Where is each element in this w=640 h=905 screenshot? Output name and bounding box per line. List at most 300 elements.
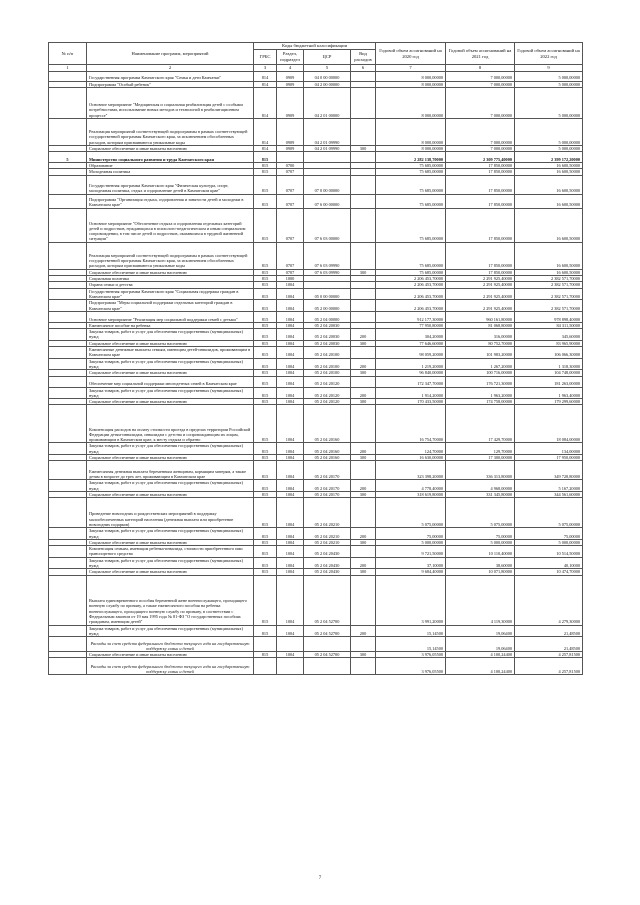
row-grbs: 815 [254,175,277,194]
row-amount-2021: 7 000,00000 [446,118,515,145]
header-number: 7 [376,65,446,72]
row-amount-2020: 8 000,00000 [376,87,446,118]
row-number [49,208,87,242]
row-amount-2022: 104 748,00000 [515,370,583,376]
row-amount-2022: 83 965,90000 [515,340,583,346]
row-section: 1004 [277,358,304,370]
row-amount-2022: 134,00000 [515,443,583,455]
row-grbs: 815 [254,208,277,242]
row-section: 0707 [277,269,304,275]
row-number [49,358,87,370]
row-grbs: 815 [254,399,277,405]
row-csr: 05 2 04 20430 [304,546,351,558]
row-amount-2020: 172 347,70000 [376,376,446,387]
row-csr: 05 2 00 00000 [304,300,351,312]
row-vr [351,175,376,194]
row-amount-2021: 336 313,80000 [446,461,515,480]
row-vr [351,152,376,163]
table-header [49,43,583,72]
row-section: 1004 [277,282,304,288]
row-csr [304,152,351,163]
row-name: Государственная программа Камчатского края "Физическая культура, спорт, молодежная политика, отдых и оздоровление детей в Камчатском крае" [87,175,254,194]
row-number [49,637,87,652]
row-vr [351,242,376,269]
table-row [49,455,583,461]
row-amount-2021: 17 850,00000 [446,175,515,194]
row-grbs: 815 [254,575,277,625]
row-number [49,405,87,443]
table-row [49,152,583,163]
row-name: Ежемесячное пособие на ребенка [87,322,254,328]
row-amount-2022: 106 066,30000 [515,347,583,359]
row-amount-2022: 17 950,00000 [515,455,583,461]
budget-table [48,42,583,675]
row-amount-2020: 5 000,00000 [376,539,446,545]
row-grbs: 815 [254,322,277,328]
row-section: 1004 [277,311,304,322]
row-grbs: 815 [254,443,277,455]
header-2020: Годовой объем ассигнований на 2020 год [376,43,446,65]
row-csr: 07 0 00 00000 [304,175,351,194]
row-section: 1004 [277,546,304,558]
row-vr [351,194,376,208]
row-amount-2022: 181 263,00000 [515,376,583,387]
row-csr: 07 6 00 00000 [304,194,351,208]
row-name: Подпрограмма "Меры социальной поддержки отдельных категорий граждан в Камчатском крае" [87,300,254,312]
row-csr: 07 6 03 09990 [304,242,351,269]
row-vr: 300 [351,569,376,575]
row-amount-2020: 3 991,20000 [376,575,446,625]
row-section: 1004 [277,569,304,575]
row-number [49,498,87,528]
row-name: Ежемесячная денежная выплата беременным женщинам, кормящим матерям, а также детям в возрасте до трех лет, проживающим в Камчатском крае [87,461,254,480]
header-grbs: ГРБС [254,50,277,65]
row-amount-2022: 5 000,00000 [515,81,583,87]
header-csr: ЦСР [304,50,351,65]
row-csr: 05 2 04 52700 [304,625,351,637]
row-grbs: 815 [254,242,277,269]
row-name: Социальное обеспечение и иные выплаты населению [87,455,254,461]
row-amount-2020: 2 282 138,70000 [376,152,446,163]
row-amount-2022: 21,48500 [515,637,583,652]
row-amount-2020: 124,70000 [376,443,446,455]
row-section: 1004 [277,405,304,443]
row-name: Государственная программа Камчатского края "Семья и дети Камчатки" [87,71,254,81]
row-csr: 07 6 03 00000 [304,208,351,242]
row-name: Закупка товаров, работ и услуг для обеспечения государственных (муниципальных) нужд [87,480,254,492]
row-csr: 05 2 04 20210 [304,528,351,540]
row-name: Государственная программа Камчатского края "Социальная поддержка граждан в Камчатском крае" [87,288,254,300]
row-csr [304,637,351,652]
row-amount-2022: 75,00000 [515,528,583,540]
header-2022: Годовой объем ассигнований на 2022 год [515,43,583,65]
row-amount-2021: 2 309 775,40000 [446,152,515,163]
row-vr [351,637,376,652]
table-row [49,376,583,387]
row-csr: 05 2 04 20170 [304,480,351,492]
row-csr: 05 2 04 20100 [304,347,351,359]
row-amount-2020: 15,14500 [376,625,446,637]
row-name: Социальное обеспечение и иные выплаты населению [87,399,254,405]
row-name: Компенсация семьям, имеющим ребенка-инвалида, стоимости приобретенного ими транспортного средства [87,546,254,558]
row-section [277,637,304,652]
row-number [49,387,87,399]
row-grbs: 815 [254,194,277,208]
row-section: 1004 [277,455,304,461]
row-name: Закупка товаров, работ и услуг для обеспечения государственных (муниципальных) нужд [87,625,254,637]
table-body [49,71,583,675]
row-grbs: 815 [254,152,277,163]
header-vr: Вид расходов [351,50,376,65]
row-amount-2022: 5 000,00000 [515,539,583,545]
row-amount-2021: 960 161,80000 [446,311,515,322]
row-amount-2020: 2 206 453,70000 [376,282,446,288]
row-name: Закупка товаров, работ и услуг для обеспечения государственных (муниципальных) нужд [87,329,254,341]
row-amount-2020: 9 684,40000 [376,569,446,575]
row-amount-2021: 2 291 925,40000 [446,300,515,312]
row-number [49,461,87,480]
row-name: Социальное обеспечение и иные выплаты населению [87,491,254,497]
row-amount-2022: 4 257,81500 [515,658,583,675]
row-amount-2022: 344 561,60000 [515,491,583,497]
row-amount-2021: 7 000,00000 [446,145,515,151]
row-section [277,152,304,163]
row-section: 0909 [277,71,304,81]
row-vr: 300 [351,340,376,346]
row-amount-2020: 2 206 453,70000 [376,300,446,312]
row-name: Основное мероприятие "Реализация мер социальной поддержки семей с детьми" [87,311,254,322]
row-grbs: 815 [254,276,277,282]
row-amount-2021: 331 345,80000 [446,491,515,497]
row-amount-2020: 8 000,00000 [376,145,446,151]
row-name: Социальное обеспечение и иные выплаты населению [87,539,254,545]
row-amount-2020: 8 000,00000 [376,81,446,87]
table-row [49,87,583,118]
row-amount-2020: 96 840,00000 [376,370,446,376]
row-amount-2020: 75 685,00000 [376,169,446,175]
row-csr: 05 2 04 20170 [304,461,351,480]
row-vr [351,288,376,300]
row-name: Основное мероприятие "Обеспечение отдыха и оздоровления отдельных категорий детей и подростков, нуждающихся в психолого-педагогическом и иным специальном сопровождении, в том числе детей и подростков, оказавшихся в трудной жизненной ситуации" [87,208,254,242]
row-amount-2022: 16 600,50000 [515,242,583,269]
row-amount-2021: 19,06400 [446,625,515,637]
row-section: 1004 [277,539,304,545]
row-vr: 300 [351,370,376,376]
row-amount-2021: 17 850,00000 [446,163,515,169]
row-csr: 04 2 01 00000 [304,87,351,118]
row-amount-2020: 16 754,70000 [376,405,446,443]
row-amount-2022: 40,10000 [515,557,583,569]
row-name: Образование [87,163,254,169]
row-csr: 05 2 04 20030 [304,329,351,341]
row-amount-2020: 304,20000 [376,329,446,341]
row-amount-2021: 38,60000 [446,557,515,569]
budget-table-page [48,42,582,675]
row-csr: 05 2 04 20170 [304,491,351,497]
row-amount-2022: 4 257,81500 [515,652,583,658]
row-grbs: 815 [254,370,277,376]
row-name: Закупка товаров, работ и услуг для обеспечения государственных (муниципальных) нужд [87,557,254,569]
row-section: 1004 [277,557,304,569]
header-budget-codes: Коды бюджетной классификации [254,43,376,50]
table-row [49,528,583,540]
table-row [49,269,583,275]
row-amount-2022: 5 000,00000 [515,87,583,118]
row-amount-2022: 84 311,50000 [515,322,583,328]
row-name: Обеспечение мер социальной поддержки многодетных семей в Камчатском крае [87,376,254,387]
row-amount-2021: 17 850,00000 [446,208,515,242]
row-name: Основное мероприятие "Медицинская и социальная реабилитация детей с особыми потребностями, использование новых методов и технологий в реабилитационном процессе" [87,87,254,118]
header-number: 1 [49,65,87,72]
row-vr: 300 [351,539,376,545]
row-amount-2020: 323 398,20000 [376,461,446,480]
row-csr: 05 2 04 20120 [304,376,351,387]
row-section: 1004 [277,575,304,625]
row-amount-2021: 316,00000 [446,329,515,341]
row-grbs: 815 [254,288,277,300]
row-amount-2021: 1 267,20000 [446,358,515,370]
table-row [49,569,583,575]
table-row [49,311,583,322]
row-amount-2021: 101 983,20000 [446,347,515,359]
row-section: 0909 [277,118,304,145]
row-amount-2022: 21,48500 [515,625,583,637]
row-grbs: 815 [254,491,277,497]
row-amount-2021: 2 291 925,40000 [446,276,515,282]
row-amount-2021: 17 850,00000 [446,242,515,269]
row-grbs: 815 [254,557,277,569]
row-csr: 05 2 04 20160 [304,455,351,461]
row-vr [351,87,376,118]
row-grbs: 815 [254,625,277,637]
row-amount-2020: 2 206 453,70000 [376,288,446,300]
row-name: Социальное обеспечение и иные выплаты населению [87,145,254,151]
row-amount-2020: 318 619,80000 [376,491,446,497]
row-amount-2020: 75 685,00000 [376,194,446,208]
row-section: 1004 [277,498,304,528]
row-amount-2022: 5 075,00000 [515,498,583,528]
header-2021: Годовой объем ассигнований на 2021 год [446,43,515,65]
row-number: 5 [49,152,87,163]
row-section: 1004 [277,625,304,637]
header-number: 3 [254,65,277,72]
row-amount-2022: 978 898,40000 [515,311,583,322]
row-name: Министерство социального развития и труда Камчатского края [87,152,254,163]
table-row [49,443,583,455]
row-vr: 300 [351,652,376,658]
header-numbering-row [49,65,583,72]
row-grbs: 815 [254,405,277,443]
row-amount-2020: 3 976,05500 [376,652,446,658]
row-amount-2022: 5 167,20000 [515,480,583,492]
row-amount-2022: 16 600,50000 [515,269,583,275]
row-name: Реализация мероприятий соответствующей подпрограммы в рамках соответствующей государственной программы Камчатского края, за исключением обособленных расходов, которым присваиваются уникальные коды [87,118,254,145]
row-amount-2020: 75 685,00000 [376,269,446,275]
row-grbs: 815 [254,329,277,341]
row-csr: 04 2 01 09990 [304,145,351,151]
row-csr: 05 2 04 20120 [304,387,351,399]
row-name: Закупка товаров, работ и услуг для обеспечения государственных (муниципальных) нужд [87,358,254,370]
row-section: 1004 [277,480,304,492]
row-section: 1004 [277,300,304,312]
row-name: Закупка товаров, работ и услуг для обеспечения государственных (муниципальных) нужд [87,443,254,455]
row-section: 1004 [277,329,304,341]
row-amount-2022: 10 474,70000 [515,569,583,575]
row-csr: 05 2 04 20430 [304,557,351,569]
table-row [49,461,583,480]
row-grbs: 815 [254,455,277,461]
row-vr [351,118,376,145]
row-csr: 05 2 04 20210 [304,539,351,545]
row-number [49,300,87,312]
header-number: 5 [304,65,351,72]
table-row [49,625,583,637]
row-name: Расходы за счет средств федерального бюджета текущего года на государственную поддержку семьи и детей [87,658,254,675]
row-grbs: 815 [254,569,277,575]
row-number [49,443,87,455]
row-vr [351,461,376,480]
row-section: 1004 [277,370,304,376]
row-number [49,528,87,540]
row-csr: 05 2 04 20120 [304,399,351,405]
row-section: 0707 [277,169,304,175]
row-name: Компенсация расходов на оплату стоимости проезда в пределах территории Российской Федерации детям-инвалидам, инвалидам с детства и сопровождающим их лицам, проживающим в Камчатском крае, к месту отдыха и обратно [87,405,254,443]
row-grbs: 815 [254,340,277,346]
row-vr [351,405,376,443]
row-grbs: 815 [254,528,277,540]
table-row [49,480,583,492]
row-name: Социальное обеспечение и иные выплаты населению [87,569,254,575]
row-grbs: 814 [254,81,277,87]
row-amount-2021: 174 758,00000 [446,399,515,405]
table-row [49,329,583,341]
row-amount-2022: 2 382 571,70000 [515,276,583,282]
row-amount-2021: 1 963,20000 [446,387,515,399]
row-csr: 05 0 00 00000 [304,288,351,300]
row-amount-2021: 129,70000 [446,443,515,455]
row-amount-2022: 16 600,50000 [515,169,583,175]
row-amount-2020: 75 685,00000 [376,242,446,269]
table-row [49,300,583,312]
row-vr: 200 [351,528,376,540]
row-name: Выплата единовременного пособия беременной жене военнослужащего, проходящего военную службу по призыву, а также ежемесячного пособия на ребенка военнослужащего, проходящего военную службу по призыву, в соответствии с Федеральным законом от 19 мая 1995 года № 81-ФЗ "О государственных пособиях гражданам, имеющим детей" [87,575,254,625]
row-csr: 04 2 01 09990 [304,118,351,145]
row-grbs: 814 [254,145,277,151]
row-amount-2020: 75 685,00000 [376,208,446,242]
row-csr: 05 2 04 20160 [304,405,351,443]
row-amount-2021: 80 752,70000 [446,340,515,346]
row-csr: 05 2 04 00000 [304,311,351,322]
row-amount-2022: 18 084,00000 [515,405,583,443]
row-vr [351,498,376,528]
row-grbs: 814 [254,87,277,118]
row-amount-2022: 10 514,50000 [515,546,583,558]
row-grbs: 815 [254,387,277,399]
row-vr: 200 [351,557,376,569]
row-amount-2022: 16 600,50000 [515,208,583,242]
row-csr: 05 2 04 52700 [304,575,351,625]
row-vr: 200 [351,329,376,341]
table-row [49,340,583,346]
row-amount-2021: 7 000,00000 [446,81,515,87]
row-section: 0707 [277,242,304,269]
row-grbs: 815 [254,282,277,288]
table-row [49,208,583,242]
table-row [49,288,583,300]
row-amount-2022: 1 318,30000 [515,358,583,370]
row-name: Расходы за счет средств федерального бюджета текущего года на государственную поддержку семьи и детей [87,637,254,652]
row-name: Молодежная политика [87,169,254,175]
row-amount-2021: 19,06400 [446,637,515,652]
row-amount-2020: 15,14500 [376,637,446,652]
table-row [49,81,583,87]
row-grbs: 814 [254,118,277,145]
table-row [49,575,583,625]
row-vr: 300 [351,269,376,275]
row-amount-2022: 5 000,00000 [515,71,583,81]
row-vr: 200 [351,387,376,399]
row-amount-2020: 77 950,80000 [376,322,446,328]
header-name: Наименование программ, мероприятий [87,43,254,65]
row-amount-2020: 9 721,50000 [376,546,446,558]
row-amount-2021: 2 291 925,40000 [446,282,515,288]
row-name: Социальная политика [87,276,254,282]
row-number [49,347,87,359]
row-section: 1004 [277,340,304,346]
row-amount-2022: 2 382 571,70000 [515,300,583,312]
table-row [49,539,583,545]
row-name: Подпрограмма "Особый ребенок" [87,81,254,87]
row-amount-2020: 77 646,60000 [376,340,446,346]
row-amount-2020: 75 685,00000 [376,163,446,169]
row-amount-2020: 170 433,50000 [376,399,446,405]
row-csr: 05 2 04 20160 [304,443,351,455]
row-name: Подпрограмма "Организация отдыха, оздоровления и занятости детей и молодежи в Камчатском крае" [87,194,254,208]
row-vr: 300 [351,491,376,497]
row-section: 0700 [277,163,304,169]
row-section: 0909 [277,145,304,151]
row-amount-2020: 37,10000 [376,557,446,569]
row-vr: 300 [351,455,376,461]
row-csr: 07 6 03 09990 [304,269,351,275]
row-amount-2020: 98 059,20000 [376,347,446,359]
row-amount-2021: 7 000,00000 [446,71,515,81]
row-amount-2022: 4 279,30000 [515,575,583,625]
row-amount-2020: 4 778,40000 [376,480,446,492]
row-section: 0707 [277,208,304,242]
row-section: 0909 [277,87,304,118]
row-amount-2021: 5 000,00000 [446,539,515,545]
row-amount-2021: 17 300,00000 [446,455,515,461]
row-number [49,71,87,81]
row-grbs: 815 [254,652,277,658]
row-amount-2020: 16 630,00000 [376,455,446,461]
row-amount-2021: 4 100,24400 [446,652,515,658]
row-section: 1004 [277,443,304,455]
row-csr: 04 2 00 00000 [304,81,351,87]
table-row [49,652,583,658]
row-amount-2022: 2 382 571,70000 [515,282,583,288]
row-grbs: 815 [254,300,277,312]
row-section: 1004 [277,288,304,300]
row-grbs: 815 [254,163,277,169]
table-row [49,637,583,652]
row-csr: 05 2 04 20030 [304,322,351,328]
table-row [49,347,583,359]
row-amount-2020: 1 219,20000 [376,358,446,370]
table-row [49,491,583,497]
row-amount-2021: 176 721,30000 [446,376,515,387]
